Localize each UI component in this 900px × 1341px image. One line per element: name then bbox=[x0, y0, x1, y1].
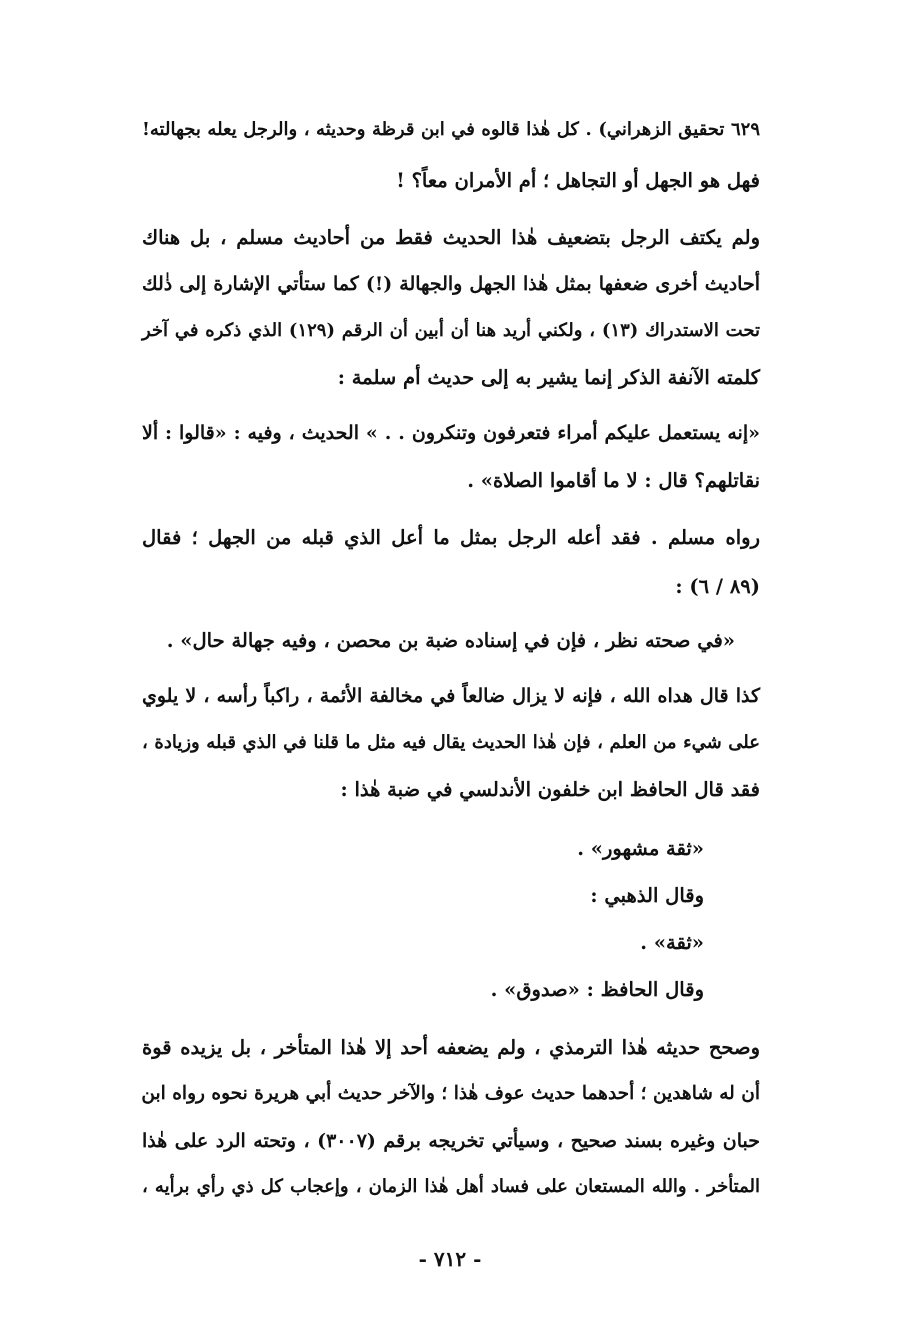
text-line: (٨٩ / ٦) : bbox=[675, 575, 760, 598]
quote-line: نقاتلهم؟ قال : لا ما أقاموا الصلاة» . bbox=[467, 469, 760, 492]
quote-line: «في صحته نظر ، فإن في إسناده ضبة بن محصن ، وفيه جهالة حال» . bbox=[166, 629, 735, 652]
text-line: فقد قال الحافظ ابن خلفون الأندلسي في ضبة هٰذا : bbox=[340, 778, 760, 801]
text-line: ٦٢٩ تحقيق الزهراني) . كل هٰذا قالوه في ابن قرظة وحديثه ، والرجل يعله بجهالته! bbox=[142, 119, 760, 140]
quote-line: «إنه يستعمل عليكم أمراء فتعرفون وتنكرون . . » الحديث ، وفيه : «قالوا : ألا bbox=[142, 422, 760, 444]
text-line: ولم يكتف الرجل بتضعيف هٰذا الحديث فقط من أحاديث مسلم ، بل هناك bbox=[142, 226, 760, 249]
text-line: كلمته الآنفة الذكر إنما يشير به إلى حديث أم سلمة : bbox=[337, 366, 760, 389]
text-line: وقال الحافظ : «صدوق» . bbox=[490, 978, 704, 1001]
text-line: أحاديث أخرى ضعفها بمثل هٰذا الجهل والجهالة (!) كما ستأتي الإشارة إلى ذٰلك bbox=[142, 273, 760, 295]
quote-line: «ثقة» . bbox=[640, 931, 704, 954]
text-line: تحت الاستدراك (١٣) ، ولكني أريد هنا أن أبين أن الرقم (١٢٩) الذي ذكره في آخر bbox=[142, 320, 760, 341]
text-line: رواه مسلم . فقد أعله الرجل بمثل ما أعل الذي قبله من الجهل ؛ فقال bbox=[142, 526, 760, 549]
text-line: كذا قال هداه الله ، فإنه لا يزال ضالعاً في مخالفة الأئمة ، راكباً رأسه ، لا يلوي bbox=[142, 685, 760, 707]
text-line: المتأخر . والله المستعان على فساد أهل هٰذا الزمان ، وإعجاب كل ذي رأي برأيه ، bbox=[142, 1176, 760, 1197]
text-line: وصحح حديثه هٰذا الترمذي ، ولم يضعفه أحد إلا هٰذا المتأخر ، بل يزيده قوة bbox=[142, 1036, 760, 1059]
text-line: حبان وغيره بسند صحيح ، وسيأتي تخريجه برقم (٣٠٠٧) ، وتحته الرد على هٰذا bbox=[142, 1130, 761, 1152]
quote-line: «ثقة مشهور» . bbox=[577, 837, 704, 860]
text-line: وقال الذهبي : bbox=[590, 884, 704, 907]
text-line: على شيء من العلم ، فإن هٰذا الحديث يقال فيه مثل ما قلنا في الذي قبله وزيادة ، bbox=[142, 732, 760, 753]
text-line: أن له شاهدين ؛ أحدهما حديث عوف هٰذا ؛ والآخر حديث أبي هريرة نحوه رواه ابن bbox=[141, 1083, 760, 1104]
text-line: فهل هو الجهل أو التجاهل ؛ أم الأمران معاً؟ ! bbox=[396, 169, 760, 192]
page-number: - ٧١٢ - bbox=[418, 1247, 482, 1271]
